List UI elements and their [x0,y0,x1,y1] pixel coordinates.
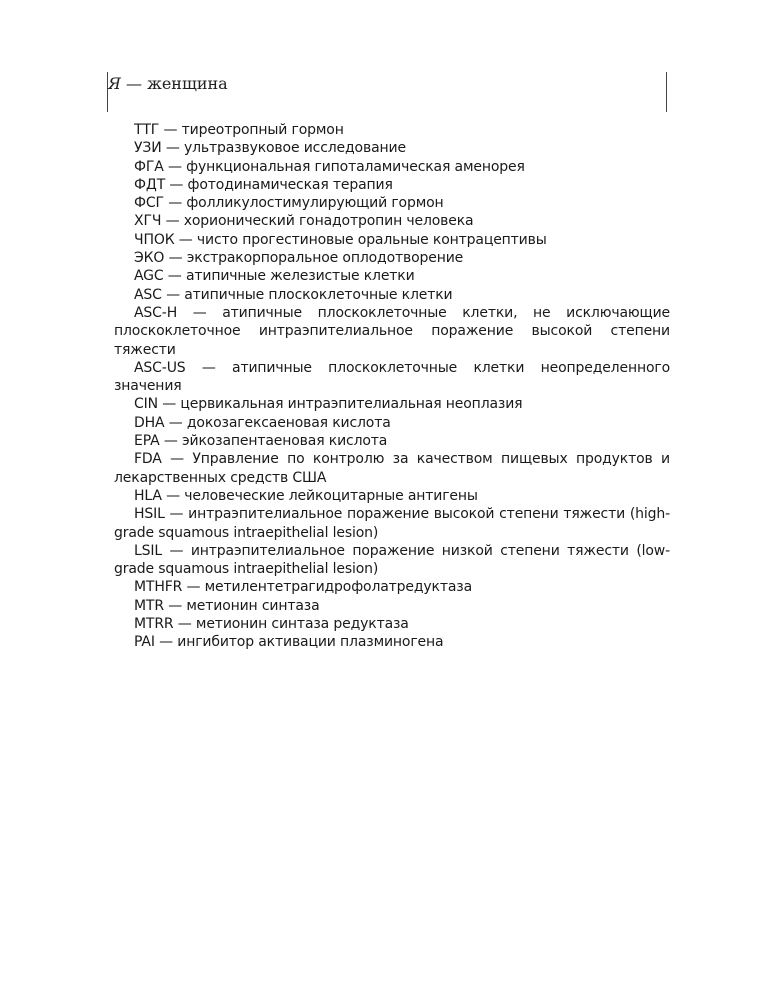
abbreviation-item: PAI — ингибитор активации плазминогена [134,634,444,651]
running-header-title: — женщина [120,74,228,93]
abbreviation-item: MTR — метионин синтаза [134,597,320,614]
abbreviation-list [114,121,670,652]
abbreviation-item: HSIL — интраэпителиальное поражение высокой степени тяжести (high-grade squamous intraepithelial lesion) [114,506,670,541]
running-header-initial: Я [108,74,121,93]
abbreviation-item: ФДТ — фотодинамическая терапия [134,176,393,193]
abbreviation-item: ЭКО — экстракорпоральное оплодотворение [134,250,464,267]
abbreviation-item: AGC — атипичные железистые клетки [134,268,415,285]
abbreviation-item: ФГА — функциональная гипоталамическая аменорея [134,158,525,175]
running-header [108,74,228,93]
abbreviation-item: ТТГ — тиреотропный гормон [134,122,344,138]
abbreviation-item: HLA — человеческие лейкоцитарные антигены [134,487,478,504]
abbreviation-item: EPA — эйкозапентаеновая кислота [134,433,388,450]
abbreviation-item: ФСГ — фолликулостимулирующий гормон [134,195,444,212]
abbreviation-item: DHA — докозагексаеновая кислота [134,414,391,431]
abbreviation-item: УЗИ — ультразвуковое исследование [134,140,406,157]
header-right-rule [666,72,667,112]
abbreviation-item: MTRR — метионин синтаза редуктаза [134,616,409,633]
abbreviation-item: ЧПОК — чисто прогестиновые оральные контрацептивы [134,231,547,248]
abbreviation-item: FDA — Управление по контролю за качеством пищевых продуктов и лекарственных средств США [114,451,670,486]
abbreviation-item: LSIL — интраэпителиальное поражение низкой степени тяжести (low-grade squamous intraepithelial lesion) [114,542,670,578]
abbreviation-item: ХГЧ — хорионический гонадотропин человека [134,213,474,230]
abbreviation-item: MTHFR — метилентетрагидрофолатредуктаза [134,579,473,596]
abbreviation-item: ASC-US — атипичные плоскоклеточные клетки неопределенного значения [114,359,670,395]
abbreviation-item: ASC — атипичные плоскоклеточные клетки [134,286,453,303]
abbreviation-item: CIN — цервикальная интраэпителиальная неоплазия [134,396,523,413]
abbreviation-item: ASC-H — атипичные плоскоклеточные клетки, не исключающие плоскоклеточное интраэпителиальное поражение высокой степени тяжести [114,304,670,358]
